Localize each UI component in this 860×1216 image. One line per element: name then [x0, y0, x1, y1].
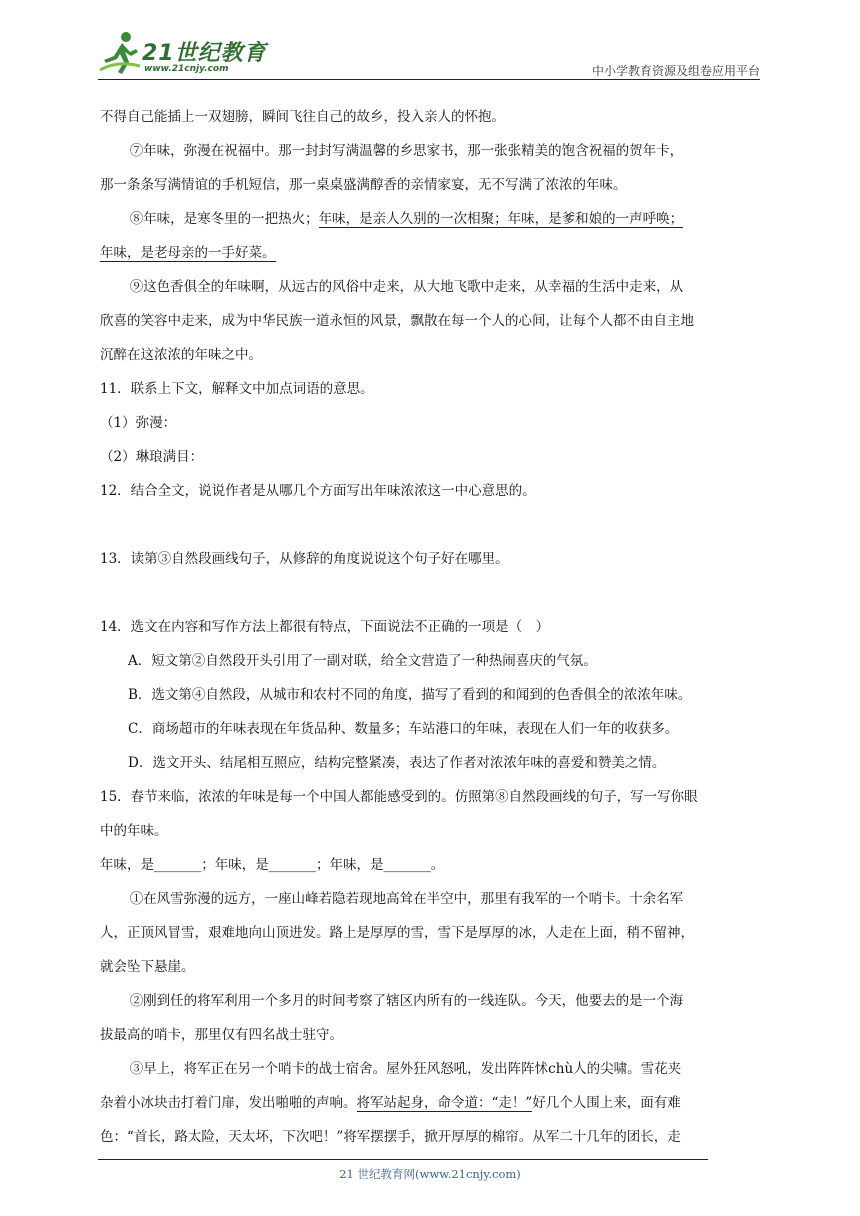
header-divider — [98, 79, 760, 80]
platform-title: 中小学教育资源及组卷应用平台 — [591, 64, 760, 78]
logo-url: www.21cnjy.com — [144, 64, 229, 74]
question-15-line-2: 中的年味。 — [100, 823, 168, 839]
paragraph-7-line-2: 那一条条写满情谊的手机短信，那一桌桌盛满醇香的亲情家宴，无不写满了浓浓的年味。 — [100, 177, 627, 193]
question-15-line-1: 15．春节来临，浓浓的年味是每一个中国人都能感受到的。仿照第⑧自然段画线的句子，写一写你眼 — [100, 789, 698, 805]
paragraph-8-line-2 — [100, 236, 762, 270]
question-11-part-2: （2）琳琅满目： — [100, 449, 204, 465]
paragraph-9-line-3: 沉醉在这浓浓的年味之中。 — [100, 347, 262, 363]
passage2-paragraph-3-line-1: ③早上，将军正在另一个哨卡的战士宿舍。屋外狂风怒吼，发出阵阵怵chù人的尖啸。雪花夹 — [129, 1061, 682, 1077]
passage2-paragraph-1-line-3: 就会坠下悬崖。 — [100, 959, 195, 975]
question-12: 12．结合全文，说说作者是从哪几个方面写出年味浓浓这一中心意思的。 — [100, 483, 536, 499]
underlined-sentence: 年味，是亲人久别的一次相聚；年味，是爹和娘的一声呼唤； — [318, 211, 684, 227]
paragraph-8-prefix: ⑧年味，是寒冬里的一把热火； — [129, 211, 319, 227]
question-14: 14．选文在内容和写作方法上都很有特点，下面说法不正确的一项是（ ） — [100, 619, 550, 635]
passage2-paragraph-1-line-1: ①在风雪弥漫的远方，一座山峰若隐若现地高耸在半空中，那里有我军的一个哨卡。十余名军 — [129, 891, 684, 907]
underlined-sentence: 将军站起身，命令道：“走！” — [356, 1095, 533, 1111]
document-body — [100, 100, 762, 1154]
passage2-paragraph-2-line-2: 拔最高的哨卡，那里仅有四名战士驻守。 — [100, 1027, 343, 1043]
question-15-fill-blank: 年味，是_______；年味，是_______；年味，是_______。 — [100, 857, 445, 873]
option-a: A．短文第②自然段开头引用了一副对联，给全文营造了一种热闹喜庆的气氛。 — [128, 653, 597, 669]
answer-space — [100, 576, 762, 610]
passage2-paragraph-3-line-2 — [100, 1086, 762, 1120]
question-13: 13．读第③自然段画线句子，从修辞的角度说说这个句子好在哪里。 — [100, 551, 509, 567]
question-11-part-1: （1）弥漫： — [100, 415, 177, 431]
passage2-paragraph-2-line-1: ②刚到任的将军利用一个多月的时间考察了辖区内所有的一线连队。今天，他要去的是一个海 — [129, 993, 684, 1009]
site-logo[interactable] — [98, 28, 268, 78]
answer-space — [100, 508, 762, 542]
page-header — [98, 28, 760, 78]
paragraph-9-line-1: ⑨这色香俱全的年味啊，从远古的风俗中走来，从大地飞歌中走来，从幸福的生活中走来，从 — [129, 279, 684, 295]
passage2-paragraph-3-line-3: 色：“首长，路太险，天太坏，下次吧！”将军摆摆手，掀开厚厚的棉帘。从军二十几年的团长，走 — [100, 1129, 681, 1145]
text-segment: 好几个人围上来，面有难 — [532, 1095, 681, 1111]
option-c: C．商场超市的年味表现在年货品种、数量多；车站港口的年味，表现在人们一年的收获多。 — [128, 721, 679, 737]
paragraph-9-line-2: 欣喜的笑容中走来，成为中华民族一道永恒的风景，飘散在每一个人的心间，让每个人都不由自主地 — [100, 313, 694, 329]
option-d: D．选文开头、结尾相互照应，结构完整紧凑，表达了作者对浓浓年味的喜爱和赞美之情。 — [128, 755, 666, 771]
underlined-sentence: 年味，是老母亲的一手好菜。 — [100, 245, 276, 261]
paragraph-7-line-1: ⑦年味，弥漫在祝福中。那一封封写满温馨的乡思家书，那一张张精美的饱含祝福的贺年卡， — [129, 143, 684, 159]
question-11: 11．联系上下文，解释文中加点词语的意思。 — [100, 381, 374, 397]
footer-divider — [98, 1159, 708, 1160]
running-figure-icon — [98, 30, 142, 76]
passage-line: 不得自己能插上一双翅膀，瞬间飞往自己的故乡，投入亲人的怀抱。 — [100, 109, 505, 125]
text-segment: 杂着小冰块击打着门扉，发出啪啪的声响。 — [100, 1095, 357, 1111]
passage2-paragraph-1-line-2: 人，正顶风冒雪，艰难地向山顶进发。路上是厚厚的雪，雪下是厚厚的冰，人走在上面，稍不留神， — [100, 925, 694, 941]
option-b: B．选文第④自然段，从城市和农村不同的角度，描写了看到的和闻到的色香俱全的浓浓年味。 — [128, 687, 692, 703]
page-footer[interactable]: 21 世纪教育网(www.21cnjy.com) — [339, 1167, 521, 1181]
paragraph-8-line-1 — [100, 202, 762, 236]
logo-text: 21世纪教育 — [142, 41, 267, 66]
